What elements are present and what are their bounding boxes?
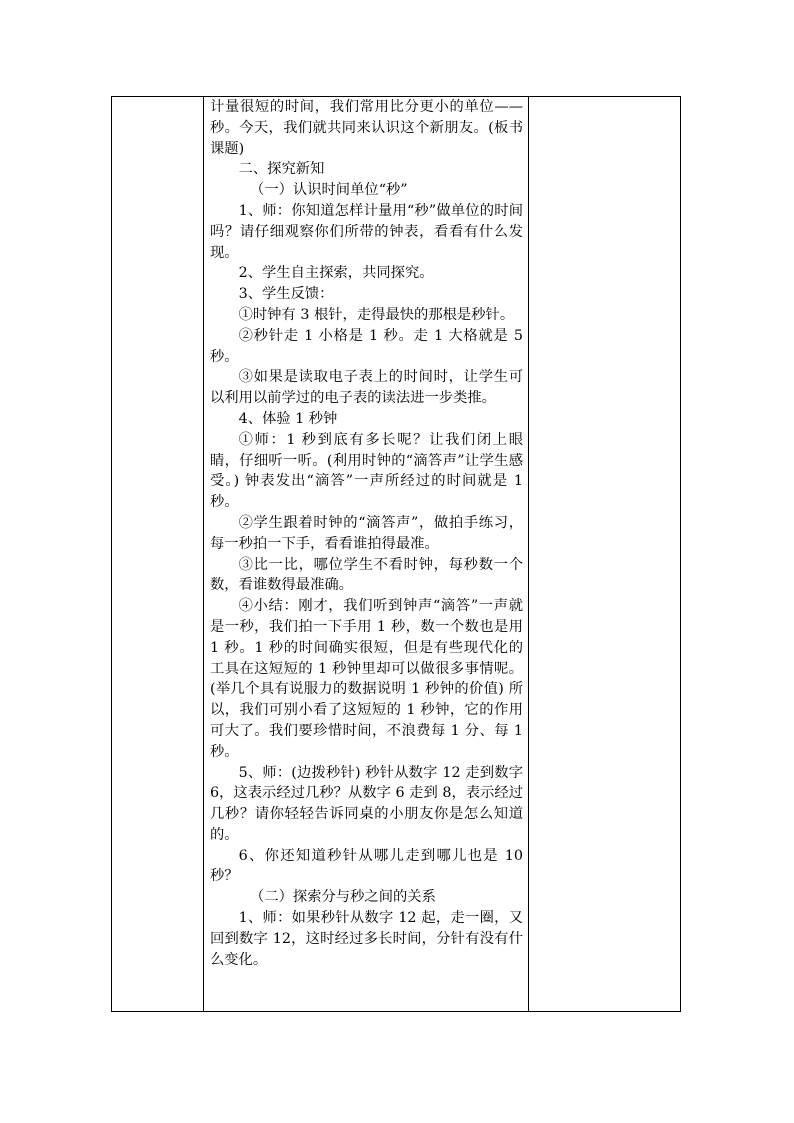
paragraph: ④小结：刚才，我们听到钟声“滴答”一声就是一秒，我们拍一下手用 1 秒，数一个数也是用 1 秒。1 秒的时间确实很短，但是有些现代化的工具在这短短的 1 秒钟里却可以做很多事情呢。(举几个具有说服力的数据说明 1 秒钟的价值) 所以，我们可别小看了这短短的 1 秒钟，它的作用可大了。我们要珍惜时间，不浪费每 1 分、每 1 秒。 bbox=[210, 598, 523, 760]
paragraph: 计量很短的时间，我们常用比分更小的单位——秒。今天，我们就共同来认识这个新朋友。(板书课题) bbox=[210, 99, 523, 157]
subsection-heading: （二）探索分与秒之间的关系 bbox=[250, 889, 436, 906]
subsection-heading: （一）认识时间单位“秒” bbox=[250, 182, 408, 199]
paragraph: 1、师：如果秒针从数字 12 起，走一圈，又回到数字 12，这时经过多长时间，分针有没有什么变化。 bbox=[210, 910, 523, 968]
paragraph: ①师：1 秒到底有多长呢？让我们闭上眼睛，仔细听一听。(利用时钟的“滴答声”让学生感受。) 钟表发出“滴答”一声所经过的时间就是 1 秒。 bbox=[210, 431, 523, 511]
main-content-column bbox=[204, 97, 529, 1011]
paragraph: ②学生跟着时钟的“滴答声”，做拍手练习，每一秒拍一下手，看看谁拍得最准。 bbox=[210, 514, 523, 552]
paragraph: ③如果是读取电子表上的时间时，让学生可以利用以前学过的电子表的读法进一步类推。 bbox=[210, 369, 523, 407]
paragraph: ③比一比，哪位学生不看时钟，每秒数一个数，看谁数得最准确。 bbox=[210, 556, 523, 594]
paragraph: 1、师：你知道怎样计量用“秒”做单位的时间吗？请仔细观察你们所带的钟表，看看有什么发现。 bbox=[210, 202, 523, 261]
lesson-plan-table bbox=[111, 96, 681, 1012]
left-column bbox=[112, 97, 204, 1011]
paragraph: 3、学生反馈： bbox=[238, 286, 334, 303]
section-heading: 二、探究新知 bbox=[238, 161, 325, 178]
right-column bbox=[528, 97, 680, 1011]
paragraph: ①时钟有 3 根针，走得最快的那根是秒针。 bbox=[238, 306, 515, 323]
paragraph: 2、学生自主探索，共同探究。 bbox=[238, 265, 434, 282]
paragraph: 6、你还知道秒针从哪儿走到哪儿也是 10 秒？ bbox=[210, 847, 523, 885]
paragraph: ②秒针走 1 小格是 1 秒。走 1 大格就是 5 秒。 bbox=[210, 327, 523, 365]
paragraph: 5、师：(边拨秒针) 秒针从数字 12 走到数字 6，这表示经过几秒？从数字 6 走到 8，表示经过几秒？请你轻轻告诉同桌的小朋友你是怎么知道的。 bbox=[210, 764, 523, 843]
paragraph: 4、体验 1 秒钟 bbox=[238, 410, 338, 427]
